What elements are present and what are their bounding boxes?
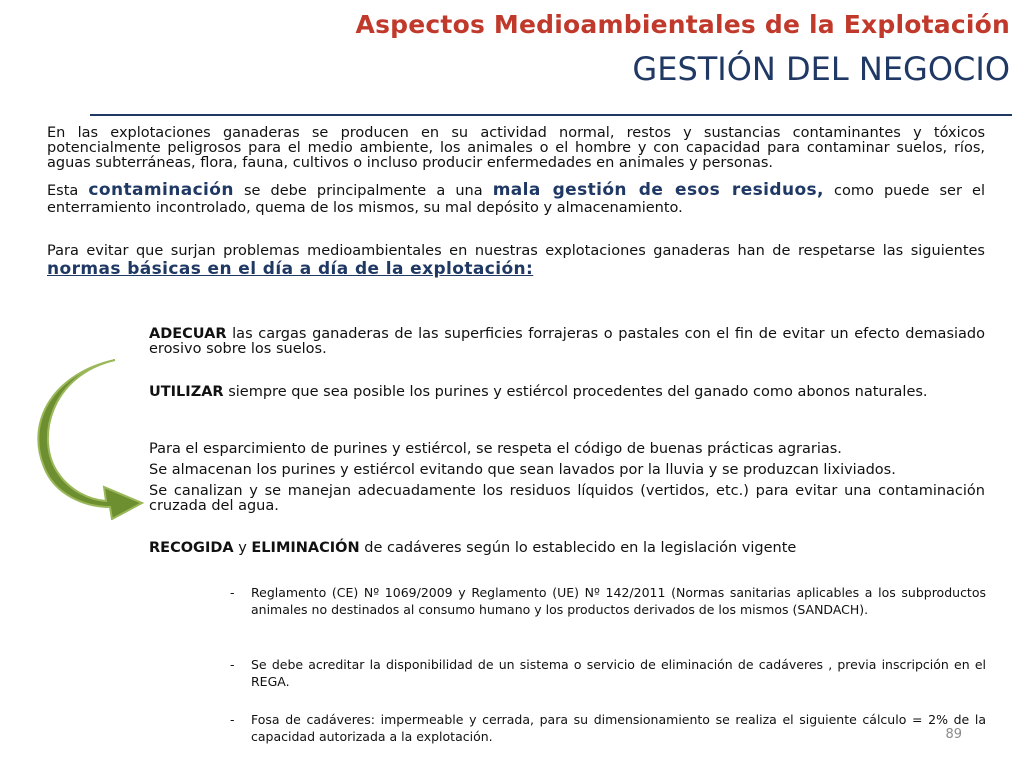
item-recogida-conjunction: y [233, 540, 252, 556]
list-item [230, 711, 986, 745]
item-recogida-text: de cadáveres según lo establecido en la legislación vigente [359, 540, 797, 556]
item-adecuar-keyword: ADECUAR [149, 326, 227, 342]
slide-title: Aspectos Medioambientales de la Explotación [355, 10, 1010, 39]
title-underline [90, 114, 1012, 116]
list-item-text: Reglamento (CE) Nº 1069/2009 y Reglamento (UE) Nº 142/2011 (Normas sanitarias aplicables a los subproductos animales no destinados al consumo humano y los productos derivados de los mismos (SANDACH). [251, 585, 986, 617]
list-item-text: Se debe acreditar la disponibilidad de un sistema o servicio de eliminación de cadáveres , previa inscripción en el REGA. [251, 657, 986, 689]
intro-p3-text: Para evitar que surjan problemas medioambientales en nuestras explotaciones ganaderas han de respetarse las siguientes [47, 243, 985, 259]
item-adecuar [149, 327, 985, 357]
list-dash: - [230, 712, 235, 727]
item-almacenan: Se almacenan los purines y estiércol evitando que sean lavados por la lluvia y se produzcan lixiviados. [149, 462, 896, 478]
item-recogida [149, 541, 985, 556]
arrow-shape [38, 360, 142, 519]
list-item [230, 584, 986, 618]
item-utilizar [149, 385, 985, 400]
intro-paragraph-3 [47, 242, 985, 279]
highlight-contaminacion: contaminación [88, 180, 234, 200]
item-eliminacion-keyword: ELIMINACIÓN [251, 540, 360, 556]
item-canalizan: Se canalizan y se manejan adecuadamente los residuos líquidos (vertidos, etc.) para evitar una contaminación cruzada del agua. [149, 483, 985, 514]
list-item [230, 656, 986, 690]
highlight-normas-basicas: normas básicas en el día a día de la explotación: [47, 259, 534, 279]
item-esparcimiento: Para el esparcimiento de purines y estiércol, se respeta el código de buenas prácticas agrarias. [149, 441, 842, 457]
list-dash: - [230, 585, 235, 600]
item-adecuar-text: las cargas ganaderas de las superficies forrajeras o pastales con el fin de evitar un efecto demasiado erosivo sobre los suelos. [149, 326, 985, 357]
item-utilizar-text: siempre que sea posible los purines y estiércol procedentes del ganado como abonos naturales. [223, 384, 928, 400]
item-utilizar-keyword: UTILIZAR [149, 384, 224, 400]
slide-subtitle: GESTIÓN DEL NEGOCIO [632, 50, 1010, 88]
page-number: 89 [945, 727, 962, 742]
intro-p2-text-c: como puede ser el enterramiento incontrolado, quema de los mismos, su mal depósito y almacenamiento. [47, 183, 985, 216]
list-item-text: Fosa de cadáveres: impermeable y cerrada, para su dimensionamiento se realiza el siguiente cálculo = 2% de la capacidad autorizada a la explotación. [251, 712, 986, 744]
intro-p2-text-a: Esta [47, 183, 89, 199]
list-dash: - [230, 657, 235, 672]
intro-p2-text-b: se debe principalmente a una [233, 183, 493, 199]
highlight-mala-gestion: mala gestión de esos residuos, [492, 180, 824, 200]
curved-arrow-icon [30, 355, 150, 520]
intro-paragraph-1: En las explotaciones ganaderas se producen en su actividad normal, restos y sustancias contaminantes y tóxicos potencialmente peligrosos para el medio ambiente, los animales o el hombre y con capacidad para contaminar suelos, ríos, aguas subterráneas, flora, fauna, cultivos o incluso producir enfermedades en animales y personas. [47, 125, 985, 171]
item-recogida-keyword: RECOGIDA [149, 540, 234, 556]
intro-paragraph-2 [47, 182, 985, 217]
